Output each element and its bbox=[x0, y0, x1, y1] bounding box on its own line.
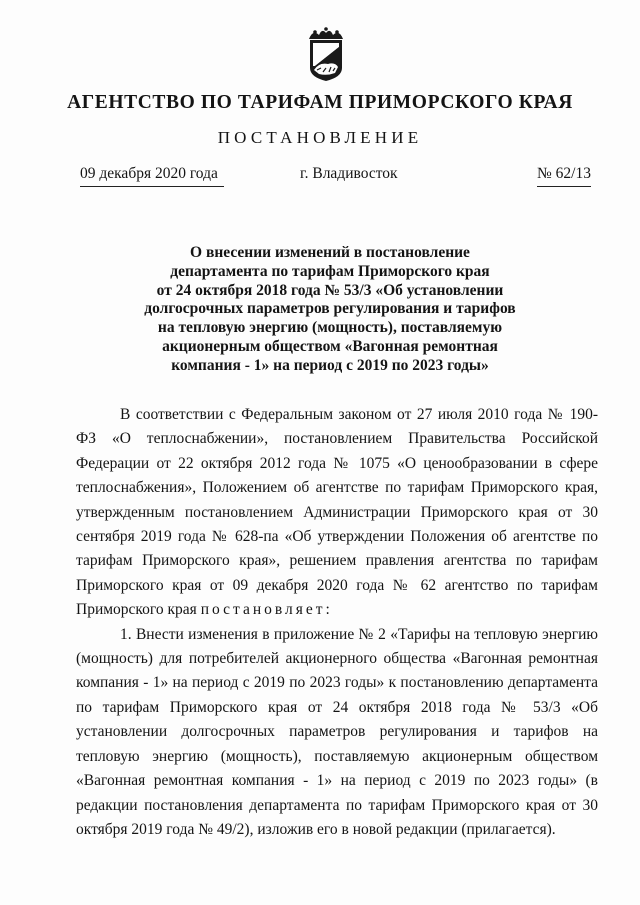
agency-title: АГЕНТСТВО ПО ТАРИФАМ ПРИМОРСКОГО КРАЯ bbox=[67, 92, 573, 113]
document-date bbox=[80, 165, 218, 183]
subject-line: компания - 1» на период с 2019 по 2023 годы» bbox=[171, 356, 489, 374]
document-number bbox=[537, 165, 591, 183]
document-subject bbox=[120, 244, 540, 376]
document-date-text: 09 декабря 2020 года bbox=[80, 165, 218, 182]
document-number-text: № 62/13 bbox=[537, 165, 591, 182]
resolves-word: постановляет: bbox=[200, 601, 333, 619]
document-city: г. Владивосток bbox=[300, 165, 398, 182]
subject-line: долгосрочных параметров регулирования и тарифов bbox=[144, 300, 516, 318]
document-body bbox=[76, 403, 598, 842]
subject-line: на тепловую энергию (мощность), поставляемую bbox=[157, 319, 503, 337]
number-underline bbox=[537, 186, 591, 187]
subject-line: от 24 октября 2018 года № 53/3 «Об установлении bbox=[156, 281, 504, 299]
preamble-paragraph bbox=[76, 403, 598, 623]
date-underline bbox=[80, 186, 224, 187]
subject-line: О внесении изменений в постановление bbox=[190, 244, 470, 261]
subject-line: департамента по тарифам Приморского края bbox=[170, 262, 490, 280]
document-type: ПОСТАНОВЛЕНИЕ bbox=[217, 128, 423, 147]
preamble-text: В соответствии с Федеральным законом от 27 июля 2010 года № 190-ФЗ «О теплоснабжении», постановлением Правительства Российской Федерации от 22 октября 2012 года № 1075 «О ценообразовании в сфере теплоснабжения», Положением об агентстве по тарифам Приморского края, утвержденным постановлением Администрации Приморского края от 30 сентября 2019 года № 628-па «Об утверждении Положения об агентстве по тарифам Приморского края», решением правления агентства по тарифам Приморского края от 09 декабря 2020 года № 62 агентство по тарифам Приморского края bbox=[76, 406, 598, 619]
subject-line: акционерным обществом «Вагонная ремонтная bbox=[162, 337, 498, 355]
coat-of-arms-emblem bbox=[301, 26, 351, 82]
item-1-paragraph: 1. Внести изменения в приложение № 2 «Тарифы на тепловую энергию (мощность) для потребителей акционерного общества «Вагонная ремонтная компания - 1» на период с 2019 по 2023 годы» к постановлению департамента по тарифам Приморского края от 24 октября 2018 года № 53/3 «Об установлении долгосрочных параметров регулирования и тарифов на тепловую энергию (мощность), поставляемую акционерным обществом «Вагонная ремонтная компания - 1» на период с 2019 по 2023 годы» (в редакции постановления департамента по тарифам Приморского края от 30 октября 2019 года № 49/2), изложив его в новой редакции (прилагается). bbox=[76, 625, 598, 838]
